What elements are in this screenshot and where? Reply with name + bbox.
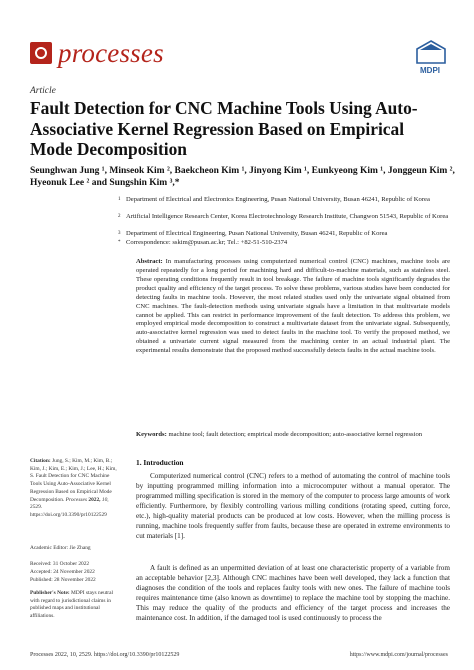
affiliation-2: 2 Artificial Intelligence Research Center, Korea Electrotechnology Research Institute, Changwon 51543, Republic of Korea xyxy=(118,213,449,220)
abstract-label: Abstract: xyxy=(136,258,163,265)
keywords-label: Keywords: xyxy=(136,431,167,438)
journal-logo xyxy=(30,42,52,64)
abstract xyxy=(136,258,450,356)
publisher-note: Publisher's Note: MDPI stays neutral with regard to jurisdictional claims in published maps and institutional affiliations. xyxy=(30,590,113,620)
article-type: Article xyxy=(30,86,56,96)
keywords-text: machine tool; fault detection; empirical mode decomposition; auto-associative kernel regression xyxy=(168,431,423,438)
authors-list-continued: Hyeonuk Lee ² and Sungshin Kim ³,* xyxy=(30,178,180,188)
correspondence: * Correspondence: sskim@pusan.ac.kr; Tel.: +82-51-510-2374 xyxy=(118,239,288,246)
intro-paragraph-1: Computerized numerical control (CNC) refers to a method of automating the control of machine tools by inputting programmed milling information into a microcomputer without a manual operator. The programmed milling specification is stored in the memory of the computer to process large amounts of work efficiently. Furthermore, by flexibly controlling various milling conditions (rotating speed, cutting force, etc.), high-quality material products can be produced at low costs. However, when the milling process is running, machine tools frequently suffer from faults, because these are operated in extreme environments to cut materials [1]. xyxy=(136,472,450,540)
affiliation-1: 1 Department of Electrical and Electronics Engineering, Pusan National University, Busan 46241, Republic of Korea xyxy=(118,196,430,203)
citation-doi-link[interactable]: 2529. https://doi.org/10.3390/pr10122529 xyxy=(30,504,107,518)
published-date: Published: 28 November 2022 xyxy=(30,577,96,583)
accepted-date: Accepted: 24 November 2022 xyxy=(30,569,95,575)
affiliation-3: 3 Department of Electrical Engineering, Pusan National University, Busan 46241, Republic of Korea xyxy=(118,230,388,237)
intro-paragraph-2: A fault is defined as an unpermitted deviation of at least one characteristic property of a variable from an acceptable behavior [2,3]. Although CNC machines have been well developed, they lack a function that diagnoses the condition of the tools and replaces faulty tools with new ones. The failure of machine tools requires maintenance time (also known as downtime) to replace the machine tool by stopping the machine. This may reduce the quality of the products and efficiency of the target process and increases the maintenance cost. In addition, if the damaged tool is used continuously to process the xyxy=(136,564,450,622)
publisher-name: MDPI xyxy=(420,66,440,75)
paper-title: Fault Detection for CNC Machine Tools Using Auto-Associative Kernel Regression Based on Empirical Mode Decomposition xyxy=(30,98,418,159)
received-date: Received: 31 October 2022 xyxy=(30,561,90,567)
authors-list: Seunghwan Jung ¹, Minseok Kim ², Baekcheon Kim ¹, Jinyong Kim ¹, Eunkyeong Kim ¹, Jonggeun Kim ², xyxy=(30,166,455,176)
publisher-logo xyxy=(416,40,446,64)
journal-name: processes xyxy=(58,38,164,68)
footer-citation[interactable]: Processes 2022, 10, 2529. https://doi.org/10.3390/pr10122529 xyxy=(30,652,180,658)
academic-editor: Academic Editor: Jie Zhang xyxy=(30,545,91,551)
citation-block: Citation: Jung, S.; Kim, M.; Kim, B.; Kim, J.; Kim, E.; Kim, J.; Lee, H.; Kim, S. Fault Detection for CNC Machine Tools Using Auto-Associative Kernel Regression Based on Empirical Mode Decomposition. Processes 2022, 10, 2529. https://doi.org/10.3390/pr10122529 xyxy=(30,458,117,518)
abstract-body: In manufacturing processes using computerized numerical control (CNC) machines, machine tools are operated repeatedly for a long period for machining hard and difficult-to-machine materials, such as stainless steel. These operating conditions frequently result in tool breakage. The failure of machine tools significantly degrades the product quality and efficiency of the target process. To solve these problems, various studies have been conducted for detecting faults in machine tools. However, the most related studies used only the univariate signal obtained from CNC machines. The fault-detection methods using univariate signals have a limitation in that multivariate models cannot be applied. This can restrict in performance improvement of the fault detection. To address this problem, we employed empirical mode decomposition to construct a multivariate dataset from the univariate signal. Subsequently, auto-associative kernel regression was used to detect faults in the machine tool. To verify the proposed method, we obtained a univariate current signal measured from the machining center in an actual industrial plant. The experimental results demonstrate that the proposed method successfully detects faults in the actual machine tools. xyxy=(136,258,450,355)
keywords xyxy=(136,430,450,439)
footer-journal-url[interactable]: https://www.mdpi.com/journal/processes xyxy=(349,652,448,658)
section-heading: 1. Introduction xyxy=(136,458,184,467)
